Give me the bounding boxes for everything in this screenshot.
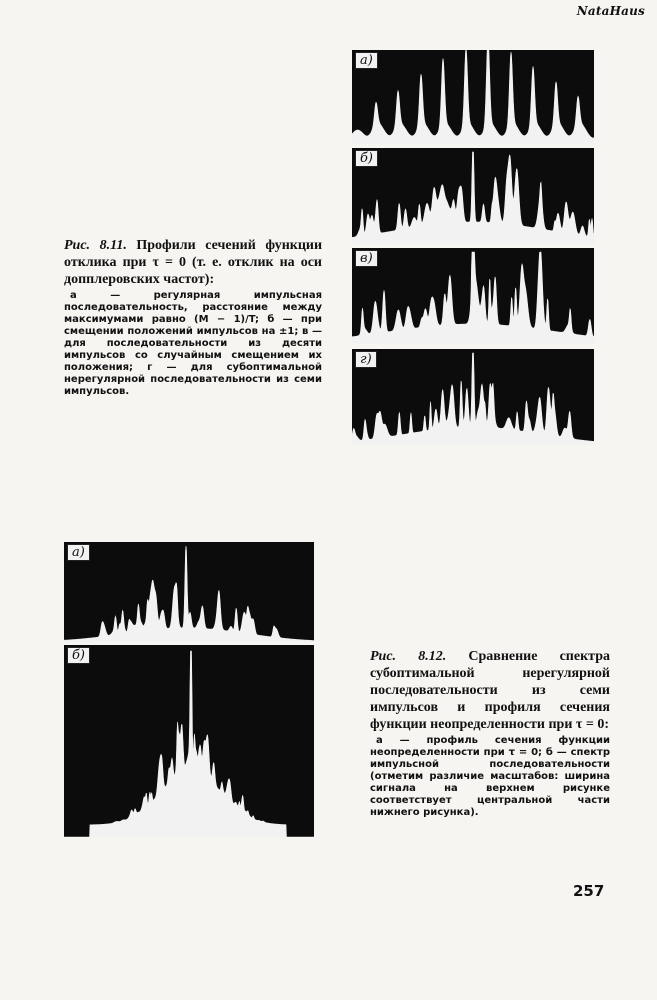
caption-body: а — профиль сечения функции неопределенности при τ = 0; б — спектр импульсной последовательности (отметим различие масштабов: ширина сигнала на верхнем рисунке соответствует центральной части нижнего рисунка). [370, 735, 610, 818]
waveform-trace [352, 50, 594, 144]
figure-8-12-plot-a [64, 542, 314, 642]
figure-8-11-plot-d [352, 349, 594, 445]
figure-8-12-panel-b [64, 645, 314, 837]
figure-8-12-caption [370, 648, 610, 819]
figure-8-11-plot-b [352, 148, 594, 244]
caption-body: а — регулярная импульсная последовательность, расстояние между максимумами равно (M − 1)/T; б — при смещении положений импульсов на ±1; в — для последовательности из десяти импульсов со случайным смещением их положения; г — для субоптимальной нерегулярной последовательности из семи импульсов. [64, 290, 322, 397]
caption-title [64, 237, 322, 288]
panel-label: б) [355, 150, 378, 167]
spectrum-trace [64, 651, 314, 837]
caption-title-text: Профили сечений функции отклика при τ = 0 (т. е. отклик на оси допплеровских частот): [64, 238, 323, 287]
figure-8-11-plot-a [352, 50, 594, 144]
caption-number: Рис. 8.11. [64, 238, 127, 253]
page-number: 257 [573, 882, 605, 900]
figure-8-11-panel-b [352, 148, 594, 244]
figure-8-11-caption [64, 237, 322, 398]
waveform-trace [64, 546, 314, 642]
figure-8-12-panel-a [64, 542, 314, 642]
panel-label: а) [355, 52, 378, 69]
figure-8-11-plot-c [352, 248, 594, 344]
caption-title [370, 648, 610, 733]
figure-8-12-plot-b [64, 645, 314, 837]
panel-label: г) [355, 351, 377, 368]
waveform-trace [352, 252, 594, 344]
panel-label: в) [355, 250, 378, 267]
caption-title-text: Сравнение спектра субоптимальной нерегулярной последовательности из семи импульсов и профиля сечения функции неопределенности при τ = 0: [370, 649, 610, 732]
watermark: NataHaus [576, 4, 645, 18]
caption-number: Рис. 8.12. [370, 649, 447, 664]
figure-8-11-panel-d [352, 349, 594, 445]
panel-label: б) [67, 647, 90, 664]
waveform-trace [352, 353, 594, 445]
waveform-trace [352, 152, 594, 244]
panel-label: а) [67, 544, 90, 561]
figure-8-11-panel-c [352, 248, 594, 344]
figure-8-11-panel-a [352, 50, 594, 144]
